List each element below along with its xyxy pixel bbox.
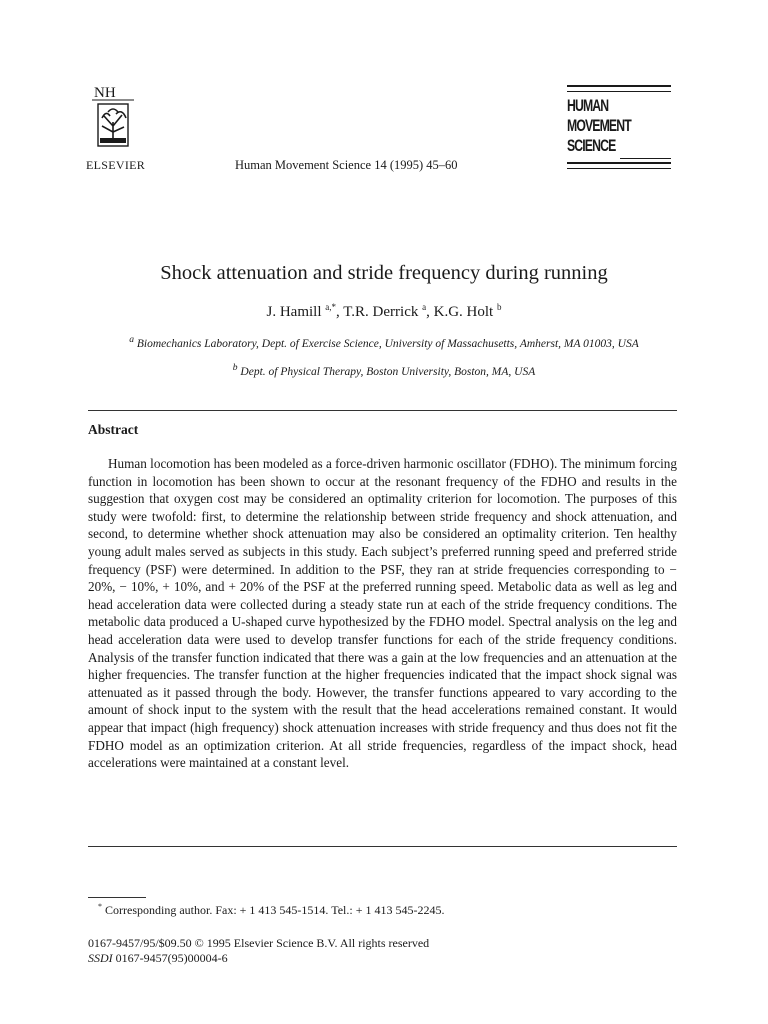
corresponding-author-footnote <box>98 902 444 918</box>
section-divider <box>88 410 677 411</box>
journal-mark-rule <box>567 162 671 164</box>
journal-mark-rule <box>620 158 671 159</box>
section-divider <box>88 846 677 847</box>
paper-title: Shock attenuation and stride frequency during running <box>160 262 608 284</box>
abstract-heading: Abstract <box>88 422 139 437</box>
publisher-name: ELSEVIER <box>86 158 146 172</box>
journal-mark-rule <box>567 91 671 92</box>
author-affiliation-mark: b <box>496 302 502 312</box>
author-affiliation-mark: a,* <box>325 302 337 312</box>
footnote-text: Corresponding author. Fax: + 1 413 545-1514. Tel.: + 1 413 545-2245. <box>105 903 445 917</box>
footnote-mark: * <box>98 902 102 911</box>
ssdi-label: SSDI <box>88 951 113 965</box>
journal-mark-line-2: MOVEMENT <box>567 116 631 135</box>
journal-mark-line-3: SCIENCE <box>567 136 616 155</box>
elsevier-tree-logo <box>86 82 142 152</box>
author-name: J. Hamill <box>266 304 322 320</box>
author-affiliation-mark: a <box>422 302 427 312</box>
affiliation-mark: a <box>129 334 135 345</box>
journal-citation: Human Movement Science 14 (1995) 45–60 <box>235 158 458 172</box>
affiliation <box>0 362 768 378</box>
affiliation-text: Biomechanics Laboratory, Dept. of Exercise Science, University of Massachusetts, Amherst, MA 01003, USA <box>136 337 639 350</box>
journal-mark-rule <box>567 85 671 87</box>
affiliation-mark: b <box>232 362 238 373</box>
journal-mark-line-1: HUMAN <box>567 96 609 115</box>
author-name: T.R. Derrick <box>343 304 419 320</box>
abstract-body: Human locomotion has been modeled as a force-driven harmonic oscillator (FDHO). The minimum forcing function in locomotion has been shown to occur at the resonant frequency of the FDHO and results in the suggestion that oxygen cost may be considered an optimality criterion for locomotion. The purposes of this study were twofold: first, to determine the relationship between stride frequency and shock attenuation, and second, to determine whether shock attenuation may also be considered an optimality criterion. Ten healthy young adult males served as subjects in this study. Each subject’s preferred running speed and preferred stride frequency (PSF) were determined. In addition to the PSF, they ran at stride frequencies corresponding to − 20%, − 10%, + 10%, and + 20% of the PSF at the preferred running speed. Metabolic data as well as leg and head acceleration data were collected during a steady state run at each of the stride frequency conditions. The metabolic data produced a U-shaped curve hypothesized by the FDHO model. Spectral analysis on the leg and head acceleration data were used to develop transfer functions for each of the stride frequency conditions. Analysis of the transfer function indicated that there was a gain at the low frequencies and an attenuation at the higher frequencies. The transfer function at the higher frequencies indicated that the impact shock signal was attenuated as it passed through the body. However, the transfer functions appeared to vary according to the amount of shock input to the system with the result that the head accelerations remained constant. It would appear that impact (high frequency) shock attenuation increases with stride frequency and thus does not fit the FDHO model as an optimization criterion. At all stride frequencies, regardless of the impact shock, head accelerations were maintained at a constant level. <box>88 456 677 771</box>
affiliation-text: Dept. of Physical Therapy, Boston University, Boston, MA, USA <box>240 365 536 378</box>
author-name: K.G. Holt <box>433 304 494 320</box>
ssdi-value: 0167-9457(95)00004-6 <box>115 951 228 965</box>
ssdi-line <box>88 951 228 966</box>
affiliation <box>110 332 658 352</box>
journal-mark-rule <box>567 168 671 169</box>
journal-mark <box>567 96 646 156</box>
copyright-line: 0167-9457/95/$09.50 © 1995 Elsevier Science B.V. All rights reserved <box>88 936 430 950</box>
author-list: J. Hamill $^{a,*}$, T.R. Derrick $^a$, K.G. Holt $^b$ <box>266 302 502 320</box>
logo-nh-text: NH <box>94 85 116 101</box>
footnote-divider <box>88 897 146 898</box>
